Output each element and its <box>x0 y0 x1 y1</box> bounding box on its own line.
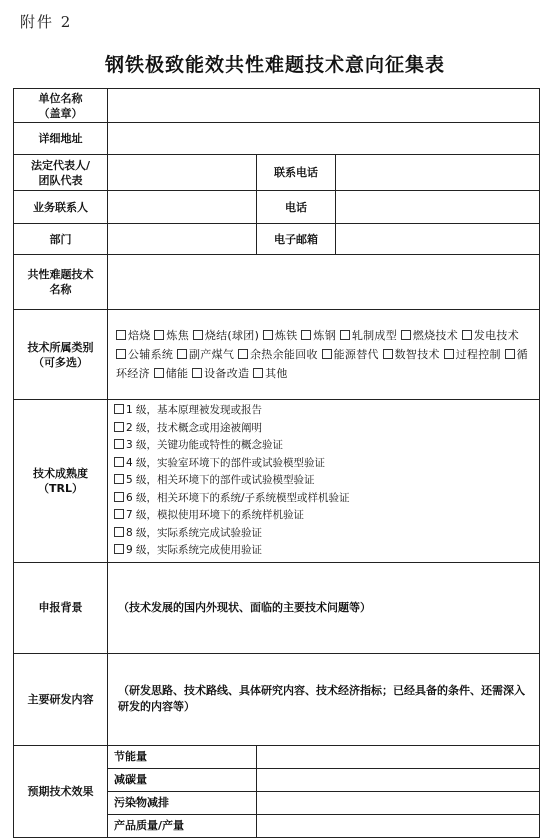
checkbox[interactable] <box>462 330 472 340</box>
category-option[interactable]: 循环经济 <box>116 348 528 380</box>
checkbox[interactable] <box>401 330 411 340</box>
unit-name-field[interactable] <box>108 89 540 123</box>
trl-option[interactable]: 6 级，相关环境下的系统/子系统模型或样机验证 <box>114 490 533 508</box>
unit-name-label: 单位名称 （盖章） <box>14 89 108 123</box>
content-hint: （研发思路、技术路线、具体研究内容、技术经济指标；已经具备的条件、还需深入研发的内容等） <box>118 684 525 713</box>
contact-phone-label: 联系电话 <box>257 155 336 191</box>
category-option[interactable]: 过程控制 <box>444 348 501 361</box>
checkbox[interactable] <box>505 349 515 359</box>
checkbox[interactable] <box>114 492 124 502</box>
checkbox[interactable] <box>177 349 187 359</box>
form-title: 钢铁极致能效共性难题技术意向征集表 <box>104 54 445 76</box>
checkbox[interactable] <box>114 474 124 484</box>
effect-item-label: 污染物减排 <box>108 791 257 814</box>
category-option[interactable]: 能源替代 <box>322 348 379 361</box>
trl-label: 技术成熟度 （TRL） <box>14 400 108 563</box>
checkbox[interactable] <box>154 330 164 340</box>
effect-item-label: 产品质量/产量 <box>108 814 257 837</box>
checkbox[interactable] <box>114 457 124 467</box>
trl-option[interactable]: 5 级，相关环境下的部件或试验模型验证 <box>114 472 533 490</box>
effect-item-field[interactable] <box>257 745 540 768</box>
trl-option[interactable]: 7 级，模拟使用环境下的系统样机验证 <box>114 507 533 525</box>
checkbox[interactable] <box>116 349 126 359</box>
category-option[interactable]: 数智技术 <box>383 348 440 361</box>
category-option[interactable]: 炼钢 <box>301 329 336 342</box>
trl-options <box>108 400 540 563</box>
effect-item-label: 节能量 <box>108 745 257 768</box>
category-option[interactable]: 烧结(球团) <box>193 329 259 342</box>
content-label: 主要研发内容 <box>14 653 108 745</box>
category-option[interactable]: 储能 <box>154 367 189 380</box>
checkbox[interactable] <box>116 330 126 340</box>
effect-item-field[interactable] <box>257 791 540 814</box>
category-option[interactable]: 焙烧 <box>116 329 151 342</box>
checkbox[interactable] <box>193 330 203 340</box>
legal-rep-field[interactable] <box>108 155 257 191</box>
checkbox[interactable] <box>114 422 124 432</box>
trl-option[interactable]: 4 级，实验室环境下的部件或试验模型验证 <box>114 455 533 473</box>
effect-item-label: 减碳量 <box>108 768 257 791</box>
category-option[interactable]: 轧制成型 <box>340 329 397 342</box>
checkbox[interactable] <box>114 509 124 519</box>
content-field[interactable] <box>108 653 540 745</box>
category-option[interactable]: 设备改造 <box>192 367 249 380</box>
department-field[interactable] <box>108 224 257 255</box>
tech-name-field[interactable] <box>108 255 540 310</box>
checkbox[interactable] <box>301 330 311 340</box>
email-field[interactable] <box>336 224 540 255</box>
address-label: 详细地址 <box>14 123 108 155</box>
checkbox[interactable] <box>263 330 273 340</box>
category-option[interactable]: 燃烧技术 <box>401 329 458 342</box>
effect-label: 预期技术效果 <box>14 745 108 837</box>
background-label: 申报背景 <box>14 562 108 653</box>
address-field[interactable] <box>108 123 540 155</box>
checkbox[interactable] <box>192 368 202 378</box>
contact-phone-field[interactable] <box>336 155 540 191</box>
trl-option[interactable]: 3 级，关键功能或特性的概念验证 <box>114 437 533 455</box>
business-contact-field[interactable] <box>108 191 257 224</box>
category-label: 技术所属类别 （可多选） <box>14 310 108 400</box>
tech-name-label: 共性难题技术 名称 <box>14 255 108 310</box>
category-option[interactable]: 发电技术 <box>462 329 519 342</box>
phone-field[interactable] <box>336 191 540 224</box>
category-option[interactable]: 余热余能回收 <box>238 348 318 361</box>
effect-item-field[interactable] <box>257 814 540 837</box>
collection-form-table <box>13 88 540 838</box>
trl-option[interactable]: 8 级，实际系统完成试验验证 <box>114 525 533 543</box>
category-option[interactable]: 副产煤气 <box>177 348 234 361</box>
legal-rep-label: 法定代表人/ 团队代表 <box>14 155 108 191</box>
category-option[interactable]: 炼焦 <box>154 329 189 342</box>
business-contact-label: 业务联系人 <box>14 191 108 224</box>
category-option[interactable]: 其他 <box>253 367 288 380</box>
checkbox[interactable] <box>114 544 124 554</box>
trl-option[interactable]: 9 级，实际系统完成使用验证 <box>114 542 533 560</box>
effect-item-field[interactable] <box>257 768 540 791</box>
trl-option[interactable]: 1 级，基本原理被发现或报告 <box>114 402 533 420</box>
checkbox[interactable] <box>114 527 124 537</box>
checkbox[interactable] <box>253 368 263 378</box>
checkbox[interactable] <box>114 439 124 449</box>
background-field[interactable] <box>108 562 540 653</box>
phone-label: 电话 <box>257 191 336 224</box>
checkbox[interactable] <box>114 404 124 414</box>
checkbox[interactable] <box>322 349 332 359</box>
category-option[interactable]: 炼铁 <box>263 329 298 342</box>
background-hint: （技术发展的国内外现状、面临的主要技术问题等） <box>118 600 371 614</box>
checkbox[interactable] <box>383 349 393 359</box>
category-option[interactable]: 公辅系统 <box>116 348 173 361</box>
email-label: 电子邮箱 <box>257 224 336 255</box>
trl-option[interactable]: 2 级，技术概念或用途被阐明 <box>114 420 533 438</box>
checkbox[interactable] <box>340 330 350 340</box>
checkbox[interactable] <box>444 349 454 359</box>
attachment-label: 附件 2 <box>20 13 73 31</box>
department-label: 部门 <box>14 224 108 255</box>
checkbox[interactable] <box>238 349 248 359</box>
category-options <box>108 310 540 400</box>
checkbox[interactable] <box>154 368 164 378</box>
